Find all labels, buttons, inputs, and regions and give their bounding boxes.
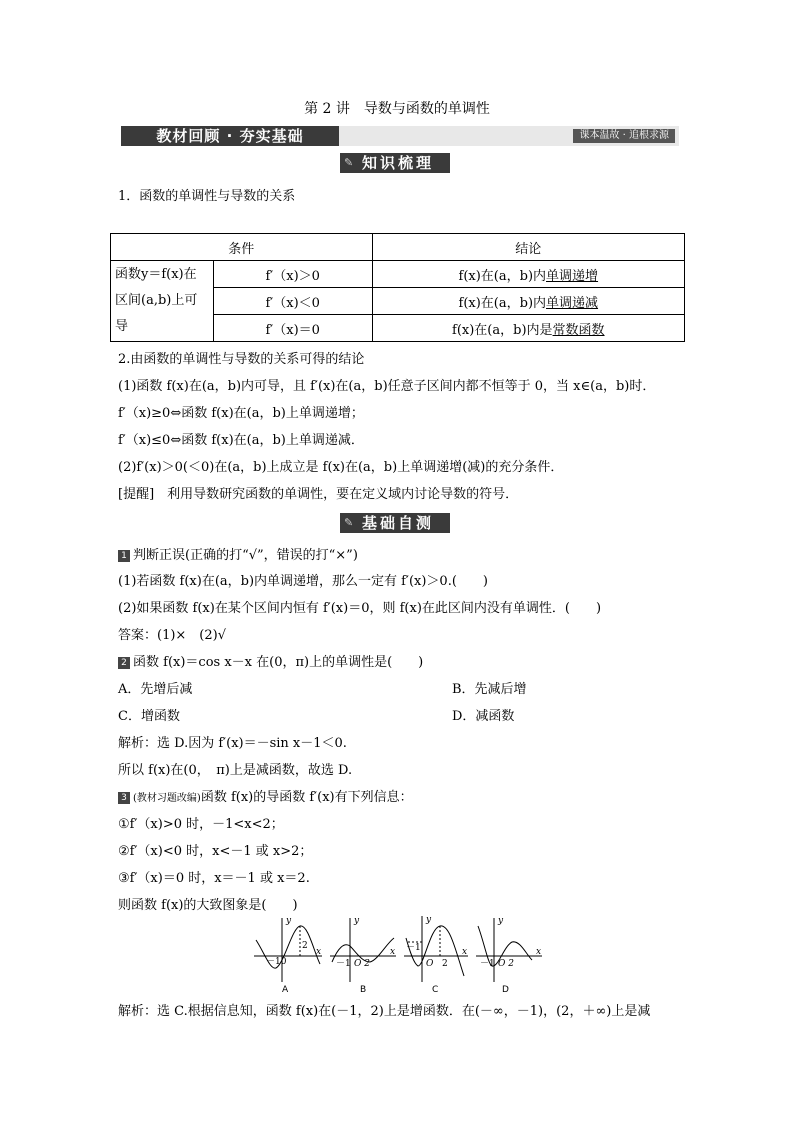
graph-label-c: C xyxy=(432,985,439,994)
answer-graphs xyxy=(250,912,550,994)
table-cell-condition: f′（x)＝0 xyxy=(213,315,372,342)
question-2-solution-2: 所以 f(x)在(0， π)上是减函数，故选 D. xyxy=(118,763,353,778)
option-a: A．先增后减 xyxy=(118,682,193,697)
x-label: x xyxy=(462,947,468,957)
question-1-statement-2: (2)如果函数 f(x)在某个区间内恒有 f′(x)＝0，则 f(x)在此区间内没有单调性．( ) xyxy=(118,601,602,616)
tick-label: 2 xyxy=(442,959,448,969)
question-text: 判断正误(正确的打“√”，错误的打“×”) xyxy=(133,548,358,563)
question-3-info-2: ②f′（x)<0 时，x<－1 或 x>2； xyxy=(118,844,313,859)
tick-label: －10 xyxy=(266,957,287,967)
knowledge-point-1: 1．函数的单调性与导数的关系 xyxy=(118,189,296,204)
knowledge-point-2-1b: f′（x)≤0⇔函数 f(x)在(a，b)上单调递减． xyxy=(118,433,364,448)
tip-text: [提醒] 利用导数研究函数的单调性，要在定义域内讨论导数的符号． xyxy=(118,487,519,502)
conclusion-result: 单调递增 xyxy=(546,268,599,284)
table-cell-conclusion xyxy=(372,261,684,288)
table-head-condition: 条件 xyxy=(111,234,373,261)
question-3-info-3: ③f′（x)＝0 时，x＝－1 或 x＝2. xyxy=(118,871,310,886)
y-label: y xyxy=(354,916,360,926)
question-1-stem xyxy=(118,544,358,563)
table-head-conclusion: 结论 xyxy=(372,234,684,261)
question-2-stem xyxy=(118,651,423,670)
graph-b xyxy=(330,916,396,994)
table-condition-main: 函数y＝f(x)在区间(a,b)上可导 xyxy=(111,261,214,342)
knowledge-point-2-2: (2)f′(x)＞0(＜0)在(a，b)上成立是 f(x)在(a，b)上单调递增(减)的充分条件． xyxy=(118,460,564,475)
graph-label-d: D xyxy=(502,985,509,994)
banner-left-label: 教材回顾 · 夯实基础 xyxy=(121,126,339,146)
tick-label: －1 xyxy=(336,959,351,969)
section-knowledge-header: ✎ 知识梳理 xyxy=(340,153,450,173)
conclusion-prefix: f(x)在(a，b)内 xyxy=(458,295,547,311)
banner-right-label: 课本温故 · 追根求源 xyxy=(573,129,675,143)
page-title: 第 2 讲 导数与函数的单调性 xyxy=(304,101,490,117)
graph-c xyxy=(404,915,468,994)
question-number-badge: 1 xyxy=(118,550,130,562)
question-text: 函数 f(x)＝cos x－x 在(0，π)上的单调性是( ) xyxy=(133,655,424,670)
question-1-answer: 答案：(1)× (2)√ xyxy=(118,628,227,643)
option-b: B．先减后增 xyxy=(452,682,527,697)
tick-label: －1 xyxy=(406,943,421,953)
x-label: x xyxy=(390,947,396,957)
question-3-solution: 解析：选 C.根据信息知，函数 f(x)在(－1，2)上是增函数．在(－∞，－1)，(2，＋∞)上是减 xyxy=(118,1004,651,1019)
table-row xyxy=(111,261,685,288)
knowledge-point-2: 2.由函数的单调性与导数的关系可得的结论 xyxy=(118,352,365,367)
question-2-solution-1: 解析：选 D.因为 f′(x)＝－sin x－1＜0. xyxy=(118,736,347,751)
monotonicity-table xyxy=(110,233,685,342)
tick-label: O xyxy=(426,959,434,969)
conclusion-result: 常数函数 xyxy=(552,322,605,338)
question-source-tag: (教材习题改编) xyxy=(133,793,201,804)
table-cell-conclusion xyxy=(372,315,684,342)
x-label: x xyxy=(536,947,542,957)
y-label: y xyxy=(286,916,292,926)
option-c: C．增函数 xyxy=(118,709,180,724)
table-cell-condition: f′（x)＜0 xyxy=(213,288,372,315)
graph-label-b: B xyxy=(360,985,367,994)
y-label: y xyxy=(498,916,504,926)
knowledge-point-2-1: (1)函数 f(x)在(a，b)内可导，且 f′(x)在(a，b)任意子区间内都不恒等于 0，当 x∈(a，b)时． xyxy=(118,379,656,394)
table-header-row xyxy=(111,234,685,261)
conclusion-result: 单调递减 xyxy=(546,295,599,311)
x-label: x xyxy=(316,947,322,957)
y-label: y xyxy=(426,915,432,925)
tick-label: O 2 xyxy=(354,959,370,969)
question-3-ask: 则函数 f(x)的大致图象是( ) xyxy=(118,898,298,913)
table-cell-condition: f′（x)＞0 xyxy=(213,261,372,288)
chapter-banner xyxy=(121,126,679,146)
section-test-header: ✎ 基础自测 xyxy=(340,513,450,533)
question-3-info-1: ①f′（x)>0 时，－1<x<2； xyxy=(118,817,284,832)
tick-label: 2 xyxy=(302,941,308,951)
question-number-badge: 2 xyxy=(118,657,130,669)
question-text: 函数 f(x)的导函数 f′(x)有下列信息： xyxy=(200,790,413,805)
graph-a xyxy=(254,916,322,994)
table-cell-conclusion xyxy=(372,288,684,315)
graph-label-a: A xyxy=(282,985,289,994)
graph-d xyxy=(476,916,542,994)
tick-label: －1 xyxy=(480,959,495,969)
question-1-statement-1: (1)若函数 f(x)在(a，b)内单调递增，那么一定有 f′(x)＞0.( ) xyxy=(118,574,488,589)
knowledge-point-2-1a: f′（x)≥0⇔函数 f(x)在(a，b)上单调递增； xyxy=(118,406,364,421)
conclusion-prefix: f(x)在(a，b)内 xyxy=(458,268,547,284)
conclusion-prefix: f(x)在(a，b)内是 xyxy=(452,322,553,338)
tick-label: O 2 xyxy=(498,959,514,969)
question-3-stem xyxy=(118,786,413,805)
option-d: D．减函数 xyxy=(452,709,515,724)
question-number-badge: 3 xyxy=(118,792,130,804)
